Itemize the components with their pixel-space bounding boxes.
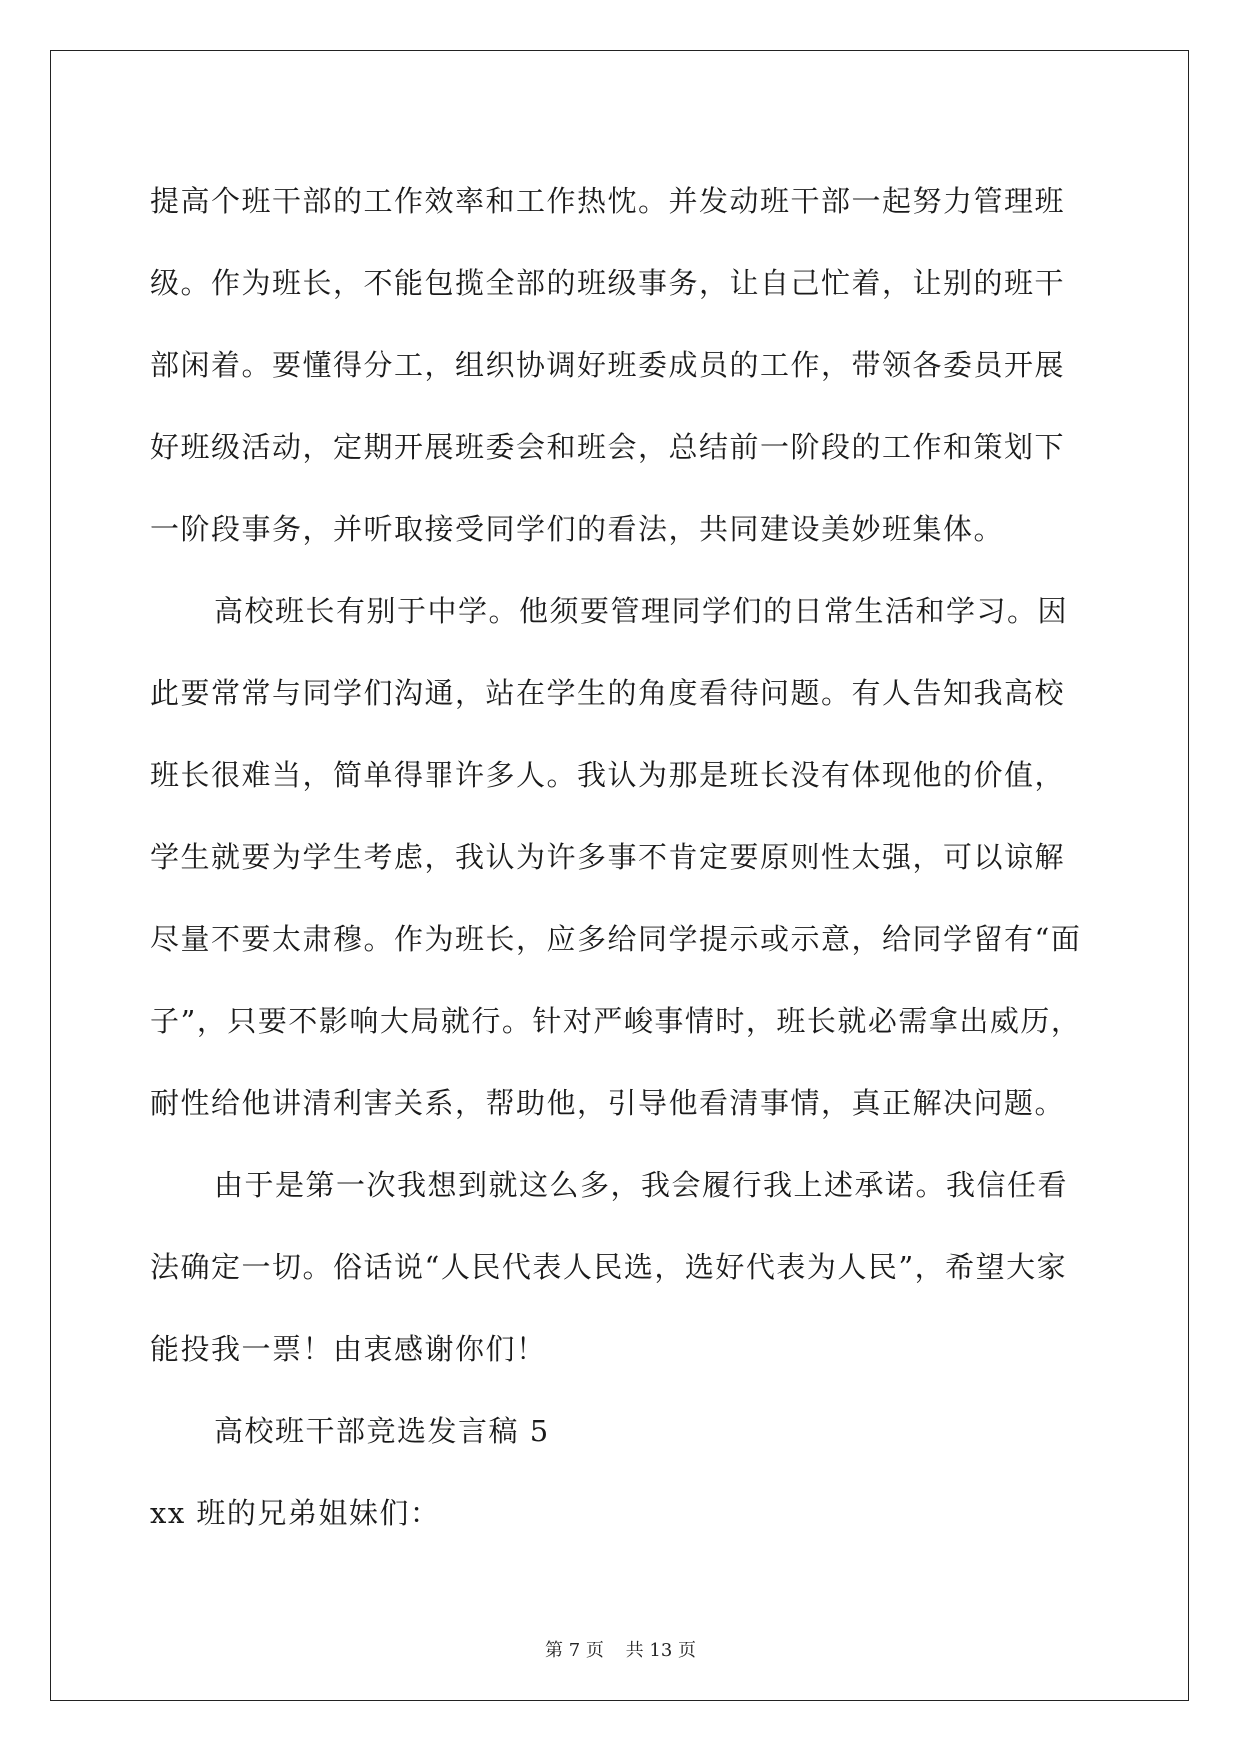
text-line-5: 一阶段事务，并听取接受同学们的看法，共同建设美妙班集体。: [150, 512, 1005, 546]
text-line-4: 好班级活动，定期开展班委会和班会，总结前一阶段的工作和策划下: [150, 430, 1066, 464]
text-line-9: 学生就要为学生考虑，我认为许多事不肯定要原则性太强，可以谅解: [150, 840, 1066, 874]
text-line-10: 尽量不要太肃穆。作为班长，应多给同学提示或示意，给同学留有“面: [150, 922, 1082, 956]
document-body: [150, 160, 1090, 1554]
text-line-15: 能投我一票！由衷感谢你们！: [150, 1332, 547, 1366]
text-line-12: 耐性给他讲清利害关系，帮助他，引导他看清事情，真正解决问题。: [150, 1086, 1066, 1120]
text-line-14: 法确定一切。俗话说“人民代表人民选，选好代表为人民”，希望大家: [150, 1250, 1068, 1284]
text-line-11: 子”，只要不影响大局就行。针对严峻事情时，班长就必需拿出威历，: [150, 1004, 1082, 1038]
text-line-7: 此要常常与同学们沟通，站在学生的角度看待问题。有人告知我高校: [150, 676, 1066, 710]
text-line-13: 由于是第一次我想到就这么多，我会履行我上述承诺。我信任看: [214, 1168, 1069, 1202]
text-line-3: 部闲着。要懂得分工，组织协调好班委成员的工作，带领各委员开展: [150, 348, 1066, 382]
page-number-total: 共 13 页: [625, 1640, 696, 1661]
text-line-6: 高校班长有别于中学。他须要管理同学们的日常生活和学习。因: [214, 594, 1069, 628]
text-line-8: 班长很难当，简单得罪许多人。我认为那是班长没有体现他的价值，: [150, 758, 1066, 792]
section-heading: 高校班干部竞选发言稿 5: [214, 1414, 550, 1448]
page-footer: [0, 1636, 1241, 1662]
salutation: xx 班的兄弟姐妹们：: [150, 1496, 441, 1530]
text-line-2: 级。作为班长，不能包揽全部的班级事务，让自己忙着，让别的班干: [150, 266, 1066, 300]
page-number-current: 第 7 页: [545, 1640, 604, 1661]
text-line-1: 提高个班干部的工作效率和工作热忱。并发动班干部一起努力管理班: [150, 184, 1066, 218]
